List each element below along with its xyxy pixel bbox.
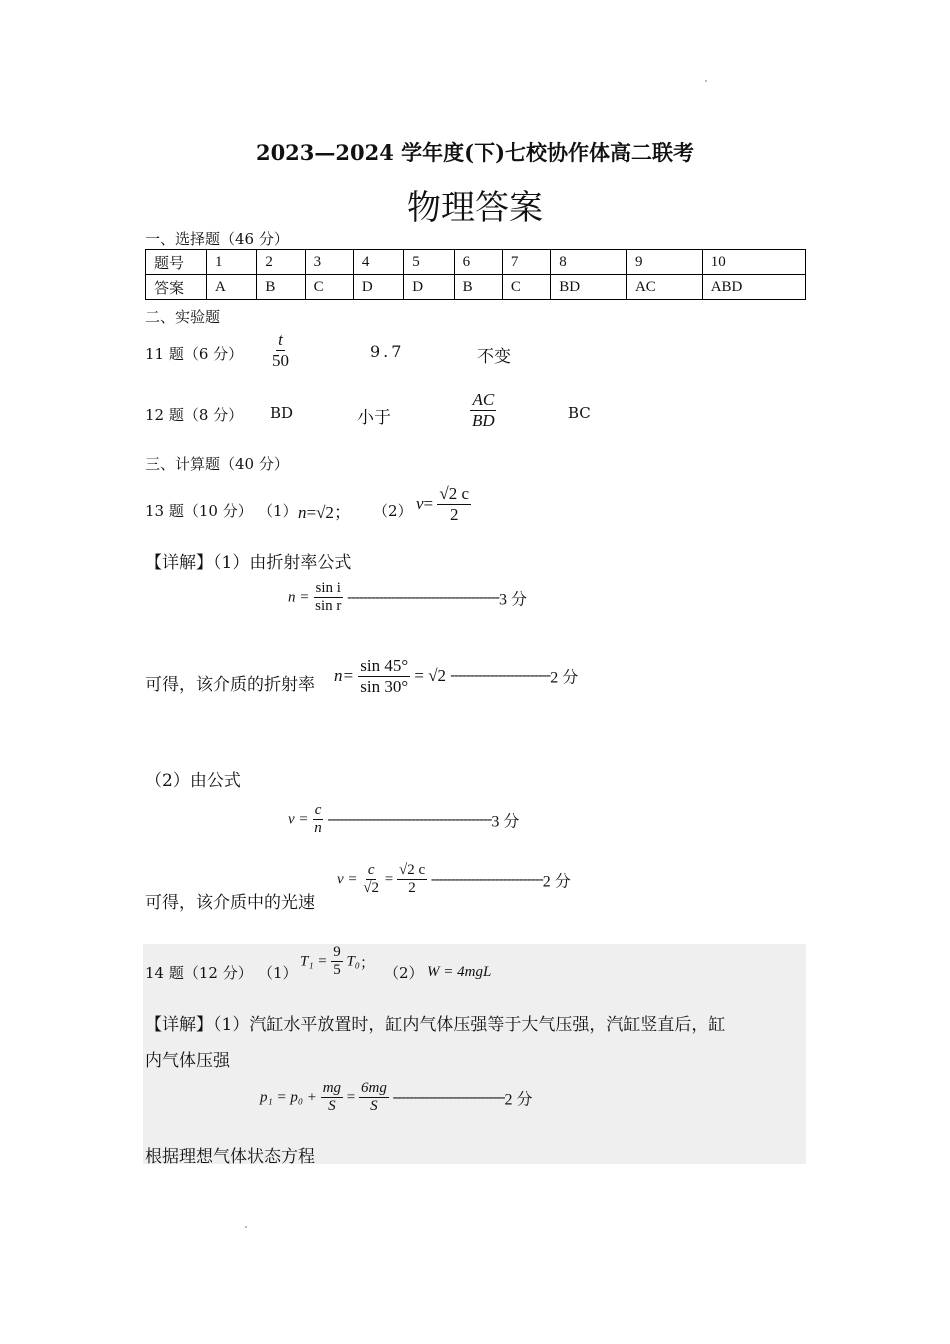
table-cell: 1 — [207, 250, 257, 275]
table-cell: A — [207, 275, 257, 300]
formula-rhs: = √2 — [414, 666, 447, 686]
q14-label: 14 题（12 分） — [145, 964, 253, 982]
table-cell: 10 — [702, 250, 805, 275]
q12-frac-num: AC — [472, 390, 495, 409]
table-cell: 9 — [626, 250, 702, 275]
answer-table — [145, 249, 806, 300]
section-heading-choice: 一、选择题（46 分） — [145, 230, 289, 248]
row-label-number: 题号 — [146, 250, 207, 275]
formula-den: √2 — [363, 880, 380, 897]
table-cell: D — [404, 275, 454, 300]
formula-den: 5 — [333, 962, 341, 979]
formula-lhs: n = — [288, 589, 310, 606]
table-row-answers — [146, 275, 806, 300]
q13-line-2: 可得，该介质的折射率 — [145, 675, 315, 695]
q13-part2-prefix: （2） — [373, 502, 413, 520]
table-cell: 8 — [551, 250, 627, 275]
q14-part2: W = 4mgL — [427, 964, 492, 980]
table-cell: B — [257, 275, 305, 300]
section-heading-calc: 三、计算题（40 分） — [145, 455, 289, 473]
table-cell: BD — [551, 275, 627, 300]
formula-num: sin 45° — [360, 656, 409, 675]
q13-label: 13 题（10 分） — [145, 502, 253, 520]
table-cell: AC — [626, 275, 702, 300]
q11-answer-3: 不变 — [477, 347, 511, 367]
q12-label: 12 题（8 分） — [145, 406, 244, 424]
formula-lhs: v = — [288, 811, 309, 828]
detail-tag: 【详解】 — [145, 553, 213, 573]
formula-num: mg — [321, 1080, 343, 1098]
table-cell: B — [454, 275, 502, 300]
q12-answer-2: 小于 — [357, 408, 391, 428]
q11-frac-num: t — [278, 330, 283, 349]
q14-part1 — [300, 944, 375, 980]
q14-detail-1a: （1）汽缸水平放置时，缸内气体压强等于大气压强，汽缸竖直后，缸 — [213, 1015, 726, 1035]
table-cell: C — [305, 275, 353, 300]
section-heading-experiment: 二、实验题 — [145, 308, 221, 326]
score-label: 2 分 — [542, 873, 571, 891]
q13-detail-1: （1）由折射率公式 — [213, 553, 352, 573]
formula-lhs: p₁ = p₀ + — [260, 1089, 317, 1106]
table-cell: 4 — [353, 250, 403, 275]
q13-part2-num: √2 c — [439, 484, 470, 503]
formula-num: sin i — [314, 580, 343, 598]
q14-detail-1b: 内气体压强 — [145, 1051, 230, 1071]
formula-num: 9 — [331, 944, 343, 962]
table-cell: 2 — [257, 250, 305, 275]
q11-label: 11 题（6 分） — [145, 345, 244, 363]
q14-detail-line — [145, 1010, 725, 1035]
q13-eq: = — [306, 503, 317, 522]
formula-rhs: T₀ — [346, 953, 360, 970]
page-subtitle: 物理答案 — [407, 188, 543, 228]
detail-tag: 【详解】 — [145, 1015, 213, 1035]
table-cell: ABD — [702, 275, 805, 300]
formula-num: 6mg — [359, 1080, 389, 1098]
q13-var-v: v — [416, 494, 424, 514]
formula-den: 2 — [408, 880, 416, 897]
formula-num: √2 c — [397, 862, 427, 880]
q13-var-n: n — [298, 503, 307, 522]
q11-fraction — [270, 330, 291, 370]
table-cell: 3 — [305, 250, 353, 275]
q14-part2-prefix: （2） — [384, 964, 424, 982]
q13-part2: v= $\frac{√2 c}{2}$ — [416, 484, 470, 524]
score-label: 2 分 — [550, 669, 579, 687]
score-label: 3 分 — [498, 591, 527, 609]
formula-num: c — [313, 802, 324, 820]
q14-part1-prefix: （1） — [258, 964, 298, 982]
q12-fraction — [470, 390, 497, 430]
page-title: 2023—2024 学年度(下)七校协作体高二联考 — [255, 140, 695, 165]
q14-last-line: 根据理想气体状态方程 — [145, 1147, 315, 1167]
formula-den: S — [370, 1098, 378, 1115]
q12-answer-4: BC — [568, 404, 591, 422]
q13-part1-prefix: （1） — [258, 502, 298, 520]
formula-lhs: v = — [337, 871, 358, 888]
formula-lhs: T₁ = — [300, 953, 328, 970]
q11-answer-2: 9.7 — [370, 342, 405, 361]
q11-frac-den: 50 — [272, 350, 289, 370]
q13-detail-2: （2）由公式 — [145, 771, 241, 791]
formula-lhs: n= — [334, 666, 354, 686]
q13-detail-line — [145, 548, 351, 573]
q13-val: √2 — [316, 503, 334, 522]
table-row-numbers — [146, 250, 806, 275]
formula-den: sin r — [315, 598, 342, 615]
q13-formula-4: v = $\frac{c}{√2}$ = $\frac{√2 c}{2}$ ----------------------------2 分 — [337, 862, 571, 897]
formula-num: c — [366, 862, 377, 880]
table-cell: 7 — [502, 250, 550, 275]
q12-answer-1: BD — [270, 404, 294, 422]
q14-sep: ； — [360, 955, 376, 972]
q12-frac-den: BD — [472, 410, 495, 430]
table-cell: 6 — [454, 250, 502, 275]
scan-dot — [245, 1226, 247, 1228]
table-cell: 5 — [404, 250, 454, 275]
q13-part2-den: 2 — [449, 504, 459, 524]
table-cell: C — [502, 275, 550, 300]
row-label-answer: 答案 — [146, 275, 207, 300]
q13-formula-1: n = $\frac{\text{sin i}}{\text{sin r}}$ --------------------------------------3 分 — [288, 580, 527, 615]
q13-part1 — [298, 498, 351, 523]
q13-formula-3: v = $\frac{c}{n}$ -----------------------------------------3 分 — [288, 802, 520, 837]
q13-sep: ； — [333, 503, 351, 522]
scan-dot — [705, 80, 707, 82]
formula-den: S — [328, 1098, 336, 1115]
score-label: 2 分 — [504, 1091, 533, 1109]
q13-formula-2: n= $\frac{\sin 45^\circ}{\sin 30^\circ}$ = √2 -------------------------2 分 — [334, 656, 579, 696]
score-label: 3 分 — [491, 813, 520, 831]
q14-formula-1: p₁ = p₀ + $\frac{mg}{S}$ = $\frac{6mg}{S}$ ----------------------------2 分 — [260, 1080, 533, 1115]
formula-den: sin 30° — [360, 676, 409, 696]
q13-line-4: 可得，该介质中的光速 — [145, 893, 315, 913]
formula-den: n — [314, 820, 322, 837]
table-cell: D — [353, 275, 403, 300]
